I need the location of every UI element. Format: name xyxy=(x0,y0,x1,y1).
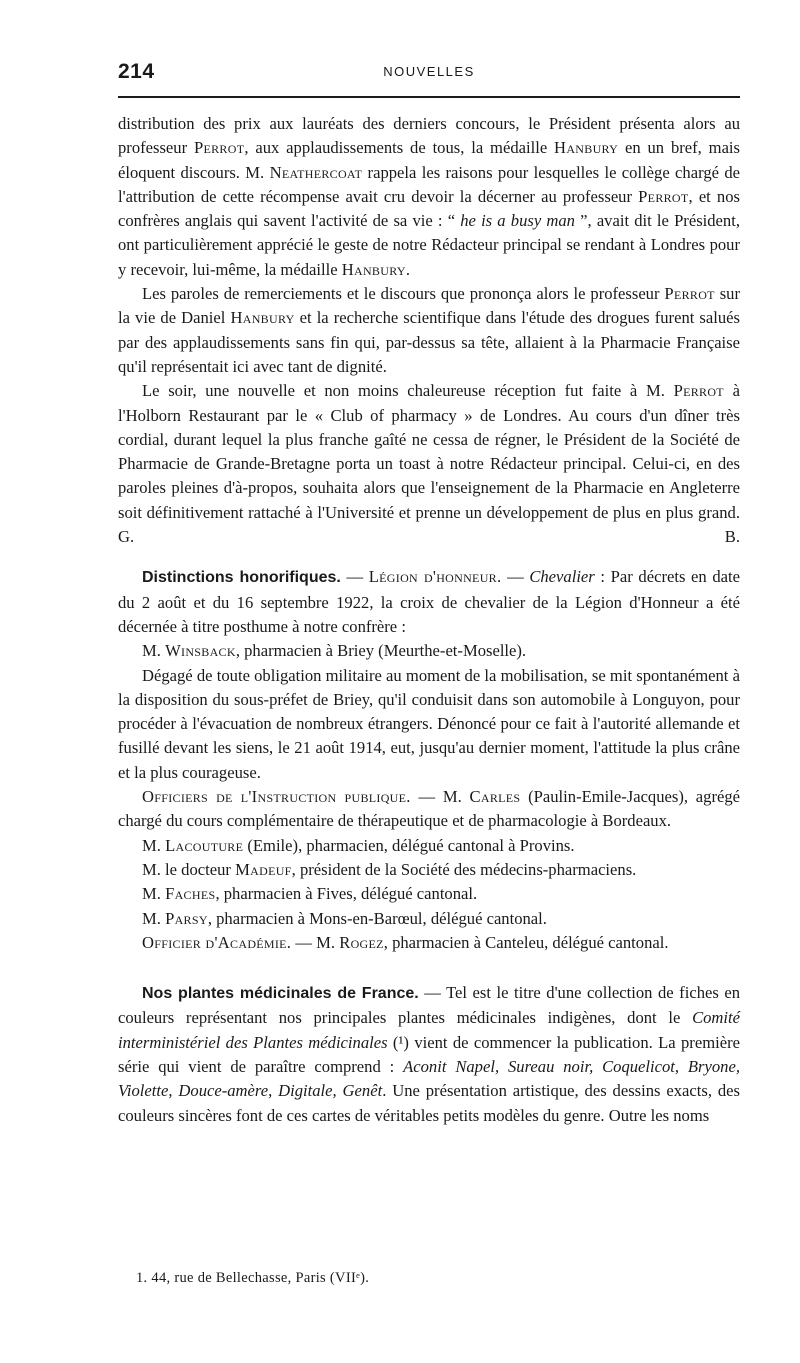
list-item: M. Parsy, pharmacien à Mons-en-Barœul, délégué cantonal. xyxy=(142,908,547,928)
footnote-ref: (¹) xyxy=(387,1032,409,1052)
list-item: M. Faches, pharmacien à Fives, délégué cantonal. xyxy=(142,884,478,904)
paragraph-distinctions: Distinctions honorifiques. — Légion d'honneur. — Chevalier : Par décrets en date du 2 août et du 16 septembre 1922, la croix de chevalier de la Légion d'Honneur a été décernée à titre posthume à notre confrère : xyxy=(118,567,741,636)
paragraph-reception: Le soir, une nouvelle et non moins chaleureuse réception fut faite à M. Perrot à l'Holborn Restaurant par le « Club of pharmacy » de Londres. Au cours d'un dîner très cordial, durant lequel la plus franche gaîté ne cessa de régner, le Président de la Société de Pharmacie de Grande-Bretagne porta un toast à notre Rédacteur principal. Celui-ci, en des paroles pleines d'à-propos, souhaita alors que l'enseignement de la Pharmacie en Angleterre soit définitivement rattaché à l'Université et prenne un développement de plus en plus grand. G. B. xyxy=(118,381,741,547)
paragraph-officiers: Officiers de l'Instruction publique. — M. Carles (Paulin-Emile-Jacques), agrégé chargé du cours complémentaire de thérapeutique et de pharmacologie à Bordeaux. xyxy=(118,787,740,831)
paragraph-citation: Dégagé de toute obligation militaire au moment de la mobilisation, se mit spontanément à la disposition du sous-préfet de Briey, qu'il conduisit dans son automobile à Longuyon, pour procéder à l'évacuation de nombreux étrangers. Dénoncé pour ce fait à l'autorité allemande et fusillé devant les siens, le 21 août 1914, eut, jusqu'au dernier moment, l'attitude la plus crâne et la plus courageuse. xyxy=(118,665,740,782)
page-number: 214 xyxy=(118,60,155,83)
paragraph-hanbury-medal: distribution des prix aux lauréats des derniers concours, le Président présenta alors au professeur Perrot, aux applaudissements de tous, la médaille Hanbury en un bref, mais éloquent discours. M. Neathercoat rappela les raisons pour lesquelles le collège chargé de l'attribution de cette récompense avait cru devoir la décerner au professeur Perrot, et nos confrères anglais qui savent l'activité de sa vie : “ he is a busy man ”, avait dit le Président, ont particulièrement apprécié le geste de notre Rédacteur principal se rendant à Londres pour y recevoir, lui-même, la médaille Hanbury. xyxy=(118,114,740,279)
paragraph-plantes: Nos plantes médicinales de France. — Tel est le titre d'une collection de fiches en couleurs représentant nos principales plantes médicinales indigènes, dont le Comité interministériel des Plantes médicinales (¹) vient de commencer la publication. La première série qui vient de paraître comprend : Aconit Napel, Sureau noir, Coquelicot, Bryone, Violette, Douce-amère, Digitale, Genêt. Une présentation artistique, des dessins exacts, des couleurs sincères font de ces cartes de véritables petits modèles du genre. Outre les noms xyxy=(118,983,740,1125)
page-header xyxy=(118,58,740,88)
signature: G. B. xyxy=(118,527,740,547)
running-title: NOUVELLES xyxy=(383,64,475,79)
body-text xyxy=(118,112,740,1128)
footnote: 1. 44, rue de Bellechasse, Paris (VIIᵉ). xyxy=(136,1270,370,1286)
list-item: M. Lacouture (Emile), pharmacien, délégué cantonal à Provins. xyxy=(142,835,575,855)
list-item: M. Winsback, pharmacien à Briey (Meurthe-et-Moselle). xyxy=(142,641,527,661)
list-item: M. le docteur Madeuf, président de la Société des médecins-pharmaciens. xyxy=(142,859,637,879)
section-heading: Nos plantes médicinales de France. xyxy=(142,985,419,1003)
section-heading: Distinctions honorifiques. xyxy=(142,569,341,587)
paragraph-speech: Les paroles de remerciements et le discours que prononça alors le professeur Perrot sur la vie de Daniel Hanbury et la recherche scientifique dans l'étude des drogues furent salués par des applaudissements sans fin qui, par-dessus sa tête, allaient à la Pharmacie Française qu'il représentait ici avec tant de dignité. xyxy=(118,284,740,376)
paragraph-officier-academie: Officier d'Académie. — M. Rogez, pharmacien à Canteleu, délégué cantonal. xyxy=(142,932,669,952)
header-rule xyxy=(118,96,740,98)
